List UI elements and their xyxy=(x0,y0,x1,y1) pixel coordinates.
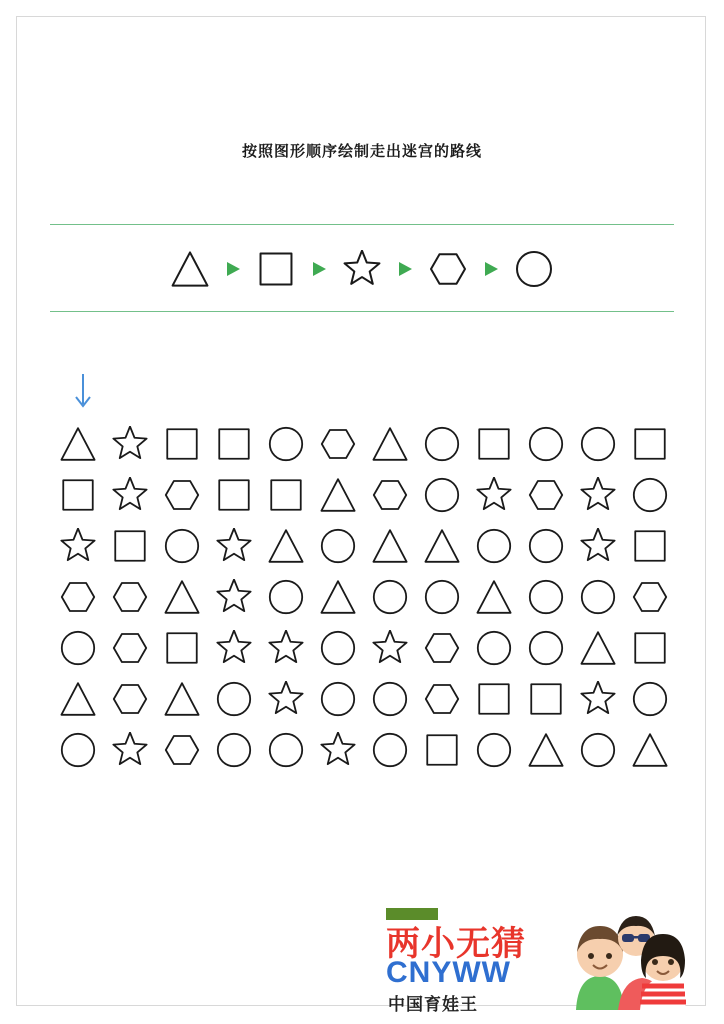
maze-cell-star[interactable] xyxy=(208,622,260,673)
maze-cell-hexagon[interactable] xyxy=(416,622,468,673)
maze-cell-circle[interactable] xyxy=(364,673,416,724)
maze-cell-circle[interactable] xyxy=(364,724,416,775)
maze-cell-square[interactable] xyxy=(208,469,260,520)
maze-cell-hexagon[interactable] xyxy=(104,571,156,622)
maze-cell-star[interactable] xyxy=(312,724,364,775)
maze-cell-square[interactable] xyxy=(208,418,260,469)
legend-panel xyxy=(50,224,674,312)
maze-cell-hexagon[interactable] xyxy=(156,469,208,520)
maze-cell-circle[interactable] xyxy=(208,724,260,775)
legend-shape-star xyxy=(340,247,384,291)
maze-cell-square[interactable] xyxy=(260,469,312,520)
maze-cell-triangle[interactable] xyxy=(312,469,364,520)
maze-cell-star[interactable] xyxy=(52,520,104,571)
maze-cell-star[interactable] xyxy=(468,469,520,520)
play-arrow-icon xyxy=(394,258,416,280)
maze-cell-triangle[interactable] xyxy=(468,571,520,622)
legend-shape-hexagon xyxy=(426,247,470,291)
maze-cell-square[interactable] xyxy=(468,673,520,724)
maze-cell-hexagon[interactable] xyxy=(312,418,364,469)
maze-cell-circle[interactable] xyxy=(572,724,624,775)
maze-cell-square[interactable] xyxy=(156,622,208,673)
maze-cell-circle[interactable] xyxy=(468,622,520,673)
maze-cell-square[interactable] xyxy=(104,520,156,571)
maze-cell-triangle[interactable] xyxy=(364,418,416,469)
maze-cell-triangle[interactable] xyxy=(156,673,208,724)
legend-shape-square xyxy=(254,247,298,291)
maze-cell-square[interactable] xyxy=(520,673,572,724)
maze-cell-circle[interactable] xyxy=(520,622,572,673)
maze-cell-square[interactable] xyxy=(624,520,676,571)
maze-row xyxy=(52,673,676,724)
maze-cell-triangle[interactable] xyxy=(156,571,208,622)
legend-shape-circle xyxy=(512,247,556,291)
maze-row xyxy=(52,622,676,673)
maze-row xyxy=(52,418,676,469)
maze-cell-square[interactable] xyxy=(52,469,104,520)
maze-cell-circle[interactable] xyxy=(520,571,572,622)
brand-name-cn: 两小无猜 xyxy=(386,924,526,964)
brand-name-en: CNYWW xyxy=(386,956,511,989)
maze-cell-star[interactable] xyxy=(572,469,624,520)
legend-sequence xyxy=(50,225,674,313)
maze-cell-circle[interactable] xyxy=(260,418,312,469)
maze-cell-star[interactable] xyxy=(208,571,260,622)
maze-cell-circle[interactable] xyxy=(260,724,312,775)
maze-cell-hexagon[interactable] xyxy=(52,571,104,622)
maze-cell-star[interactable] xyxy=(104,418,156,469)
maze-cell-star[interactable] xyxy=(572,520,624,571)
maze-cell-square[interactable] xyxy=(624,418,676,469)
maze-cell-triangle[interactable] xyxy=(520,724,572,775)
maze-cell-star[interactable] xyxy=(572,673,624,724)
maze-row xyxy=(52,724,676,775)
maze-cell-circle[interactable] xyxy=(572,571,624,622)
maze-cell-circle[interactable] xyxy=(312,520,364,571)
down-arrow-icon xyxy=(66,372,100,412)
maze-cell-hexagon[interactable] xyxy=(104,622,156,673)
legend-shape-triangle xyxy=(168,247,212,291)
maze-cell-triangle[interactable] xyxy=(364,520,416,571)
play-arrow-icon xyxy=(308,258,330,280)
maze-cell-triangle[interactable] xyxy=(260,520,312,571)
maze-cell-circle[interactable] xyxy=(416,571,468,622)
maze-cell-circle[interactable] xyxy=(416,469,468,520)
maze-grid[interactable] xyxy=(52,418,676,775)
maze-cell-star[interactable] xyxy=(104,724,156,775)
maze-cell-hexagon[interactable] xyxy=(416,673,468,724)
maze-cell-circle[interactable] xyxy=(208,673,260,724)
maze-cell-hexagon[interactable] xyxy=(156,724,208,775)
play-arrow-icon xyxy=(480,258,502,280)
maze-cell-circle[interactable] xyxy=(364,571,416,622)
page-title: 按照图形顺序绘制走出迷宫的路线 xyxy=(241,143,482,160)
maze-cell-circle[interactable] xyxy=(52,724,104,775)
maze-cell-circle[interactable] xyxy=(312,673,364,724)
maze-cell-star[interactable] xyxy=(260,673,312,724)
maze-cell-triangle[interactable] xyxy=(52,673,104,724)
maze-cell-triangle[interactable] xyxy=(312,571,364,622)
maze-cell-square[interactable] xyxy=(416,724,468,775)
maze-cell-circle[interactable] xyxy=(52,622,104,673)
maze-cell-circle[interactable] xyxy=(624,469,676,520)
maze-cell-square[interactable] xyxy=(468,418,520,469)
maze-cell-circle[interactable] xyxy=(624,673,676,724)
brand-subtitle: 中国育娃王 xyxy=(388,995,478,1015)
maze-cell-hexagon[interactable] xyxy=(104,673,156,724)
maze-row xyxy=(52,571,676,622)
footer-logo xyxy=(386,900,686,1015)
maze-cell-circle[interactable] xyxy=(520,520,572,571)
maze-cell-circle[interactable] xyxy=(416,418,468,469)
play-arrow-icon xyxy=(222,258,244,280)
maze-cell-triangle[interactable] xyxy=(416,520,468,571)
maze-cell-circle[interactable] xyxy=(468,724,520,775)
maze-row xyxy=(52,520,676,571)
maze-cell-star[interactable] xyxy=(104,469,156,520)
maze-row xyxy=(52,469,676,520)
kids-illustration xyxy=(568,902,686,1010)
maze-cell-circle[interactable] xyxy=(468,520,520,571)
maze-cell-star[interactable] xyxy=(364,622,416,673)
maze-cell-circle[interactable] xyxy=(312,622,364,673)
maze-cell-triangle[interactable] xyxy=(572,622,624,673)
maze-cell-star[interactable] xyxy=(260,622,312,673)
maze-cell-hexagon[interactable] xyxy=(624,571,676,622)
maze-cell-circle[interactable] xyxy=(520,418,572,469)
maze-cell-triangle[interactable] xyxy=(52,418,104,469)
maze-cell-circle[interactable] xyxy=(156,520,208,571)
maze-cell-circle[interactable] xyxy=(260,571,312,622)
maze-cell-circle[interactable] xyxy=(572,418,624,469)
maze-cell-triangle[interactable] xyxy=(624,724,676,775)
maze-cell-square[interactable] xyxy=(624,622,676,673)
maze-cell-hexagon[interactable] xyxy=(364,469,416,520)
maze-cell-square[interactable] xyxy=(156,418,208,469)
maze-cell-hexagon[interactable] xyxy=(520,469,572,520)
maze-cell-star[interactable] xyxy=(208,520,260,571)
